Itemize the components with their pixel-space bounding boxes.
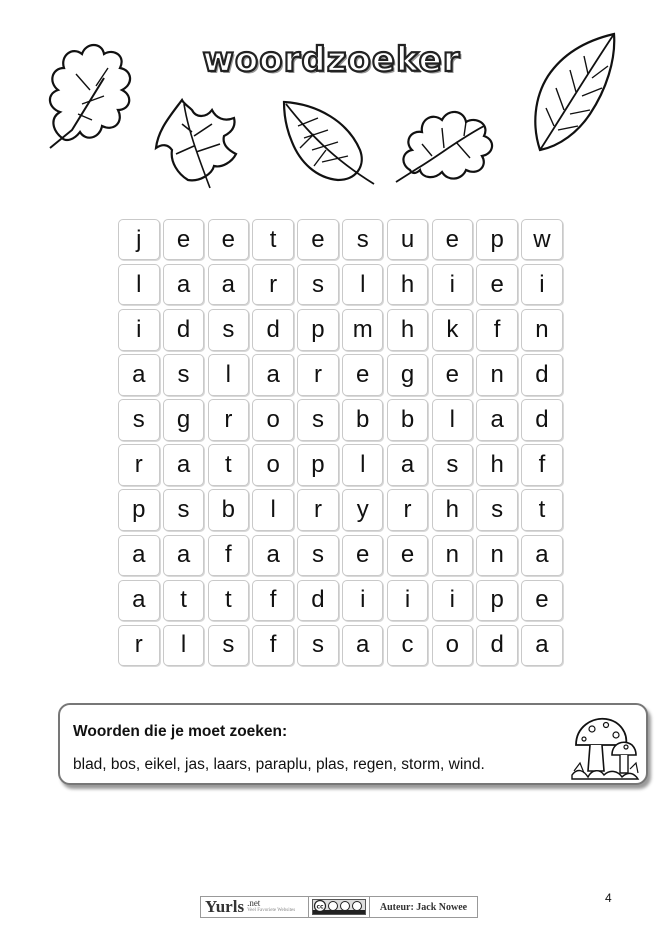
grid-cell[interactable]: g — [163, 399, 205, 440]
yurls-logo-text: Yurls — [205, 897, 245, 916]
grid-cell[interactable]: w — [521, 219, 563, 260]
grid-cell[interactable]: a — [252, 535, 294, 576]
grid-cell[interactable]: t — [252, 219, 294, 260]
author-credit: Auteur: Jack Nowee — [379, 901, 468, 913]
page-title: woordzoeker — [202, 40, 461, 80]
grid-cell[interactable]: y — [342, 489, 384, 530]
grid-cell[interactable]: d — [163, 309, 205, 350]
grid-cell[interactable]: n — [521, 309, 563, 350]
grid-cell[interactable]: p — [476, 219, 518, 260]
grid-cell[interactable]: t — [208, 580, 250, 621]
grid-cell[interactable]: e — [432, 354, 474, 395]
grid-cell[interactable]: r — [387, 489, 429, 530]
grid-cell[interactable]: s — [208, 625, 250, 666]
grid-cell[interactable]: e — [521, 580, 563, 621]
grid-cell[interactable]: k — [432, 309, 474, 350]
header — [0, 0, 663, 200]
grid-cell[interactable]: p — [118, 489, 160, 530]
grid-cell[interactable]: a — [163, 535, 205, 576]
grid-cell[interactable]: i — [118, 309, 160, 350]
grid-cell[interactable]: a — [521, 535, 563, 576]
grid-cell[interactable]: n — [432, 535, 474, 576]
grid-cell[interactable]: e — [208, 219, 250, 260]
grid-cell[interactable]: l — [252, 489, 294, 530]
grid-cell[interactable]: s — [297, 264, 339, 305]
grid-cell[interactable]: g — [387, 354, 429, 395]
grid-cell[interactable]: s — [432, 444, 474, 485]
grid-cell[interactable]: a — [118, 580, 160, 621]
grid-cell[interactable]: n — [476, 354, 518, 395]
grid-cell[interactable]: a — [342, 625, 384, 666]
grid-cell[interactable]: a — [387, 444, 429, 485]
grid-cell[interactable]: i — [432, 580, 474, 621]
creative-commons-by-nc-sa-icon — [312, 899, 366, 915]
grid-cell[interactable]: r — [297, 489, 339, 530]
grid-cell[interactable]: m — [342, 309, 384, 350]
grid-cell[interactable]: c — [387, 625, 429, 666]
grid-cell[interactable]: d — [521, 354, 563, 395]
striped-leaf-icon — [278, 96, 378, 188]
grid-cell[interactable]: p — [476, 580, 518, 621]
grid-cell[interactable]: s — [297, 535, 339, 576]
grid-cell[interactable]: a — [118, 354, 160, 395]
grid-cell[interactable]: h — [387, 309, 429, 350]
word-list: blad, bos, eikel, jas, laars, paraplu, plas, regen, storm, wind. — [73, 756, 485, 773]
grid-cell[interactable]: h — [476, 444, 518, 485]
grid-cell[interactable]: a — [252, 354, 294, 395]
grid-cell[interactable]: f — [521, 444, 563, 485]
grid-cell[interactable]: s — [163, 354, 205, 395]
word-search-grid — [118, 219, 563, 666]
mushroom-icon — [570, 711, 640, 783]
footer-logos — [200, 896, 478, 918]
grid-cell[interactable]: o — [252, 399, 294, 440]
grid-cell[interactable]: f — [252, 625, 294, 666]
grid-cell[interactable]: e — [342, 535, 384, 576]
word-list-box — [58, 703, 648, 785]
grid-cell[interactable]: e — [342, 354, 384, 395]
yurls-logo — [201, 897, 309, 917]
grid-cell[interactable]: b — [387, 399, 429, 440]
grid-cell[interactable]: e — [297, 219, 339, 260]
yurls-logo-tagline: Veel Favoriete Websites — [247, 908, 296, 913]
grid-cell[interactable]: d — [521, 399, 563, 440]
grid-cell[interactable]: i — [521, 264, 563, 305]
grid-cell[interactable]: h — [387, 264, 429, 305]
grid-cell[interactable]: f — [208, 535, 250, 576]
yurls-logo-net: .net — [247, 898, 261, 908]
grid-cell[interactable]: e — [163, 219, 205, 260]
grid-cell[interactable]: u — [387, 219, 429, 260]
grid-cell[interactable]: e — [432, 219, 474, 260]
word-list-heading: Woorden die je moet zoeken: — [73, 723, 288, 740]
grid-cell[interactable]: r — [118, 625, 160, 666]
grid-cell[interactable]: t — [163, 580, 205, 621]
grid-cell[interactable]: b — [208, 489, 250, 530]
grid-cell[interactable]: s — [342, 219, 384, 260]
grid-cell[interactable]: s — [208, 309, 250, 350]
grid-cell[interactable]: r — [118, 444, 160, 485]
grid-cell[interactable]: i — [387, 580, 429, 621]
grid-cell[interactable]: l — [342, 444, 384, 485]
svg-text:cc: cc — [316, 903, 324, 911]
maple-leaf-icon — [152, 96, 242, 190]
grid-cell[interactable]: a — [118, 535, 160, 576]
grid-cell[interactable]: s — [297, 399, 339, 440]
grid-cell[interactable]: i — [432, 264, 474, 305]
grid-cell[interactable]: f — [476, 309, 518, 350]
grid-cell[interactable]: p — [297, 309, 339, 350]
grid-cell[interactable]: j — [118, 219, 160, 260]
grid-cell[interactable]: r — [252, 264, 294, 305]
grid-cell[interactable]: n — [476, 535, 518, 576]
grid-cell[interactable]: l — [208, 354, 250, 395]
grid-cell[interactable]: d — [297, 580, 339, 621]
grid-cell[interactable]: e — [387, 535, 429, 576]
grid-cell[interactable]: a — [163, 264, 205, 305]
grid-cell[interactable]: f — [252, 580, 294, 621]
grid-cell[interactable]: o — [252, 444, 294, 485]
grid-cell[interactable]: d — [252, 309, 294, 350]
grid-cell[interactable]: a — [521, 625, 563, 666]
grid-cell[interactable]: p — [297, 444, 339, 485]
grid-cell[interactable]: h — [432, 489, 474, 530]
grid-cell[interactable]: l — [432, 399, 474, 440]
grid-cell[interactable]: a — [208, 264, 250, 305]
grid-cell[interactable]: a — [163, 444, 205, 485]
grid-cell[interactable]: l — [163, 625, 205, 666]
page-number: 4 — [605, 891, 612, 905]
grid-cell[interactable]: s — [163, 489, 205, 530]
grid-cell[interactable]: s — [297, 625, 339, 666]
grid-cell[interactable]: i — [342, 580, 384, 621]
creative-commons-badge — [309, 897, 370, 917]
grid-cell[interactable]: e — [476, 264, 518, 305]
oak-leaf-icon — [392, 100, 502, 185]
grid-cell[interactable]: s — [118, 399, 160, 440]
grid-cell[interactable]: t — [521, 489, 563, 530]
grid-cell[interactable]: a — [476, 399, 518, 440]
grid-cell[interactable]: r — [297, 354, 339, 395]
grid-cell[interactable]: t — [208, 444, 250, 485]
grid-cell[interactable]: o — [432, 625, 474, 666]
grid-cell[interactable]: l — [342, 264, 384, 305]
grid-cell[interactable]: b — [342, 399, 384, 440]
grid-cell[interactable]: d — [476, 625, 518, 666]
grid-cell[interactable]: r — [208, 399, 250, 440]
grid-cell[interactable]: s — [476, 489, 518, 530]
grid-cell[interactable]: l — [118, 264, 160, 305]
